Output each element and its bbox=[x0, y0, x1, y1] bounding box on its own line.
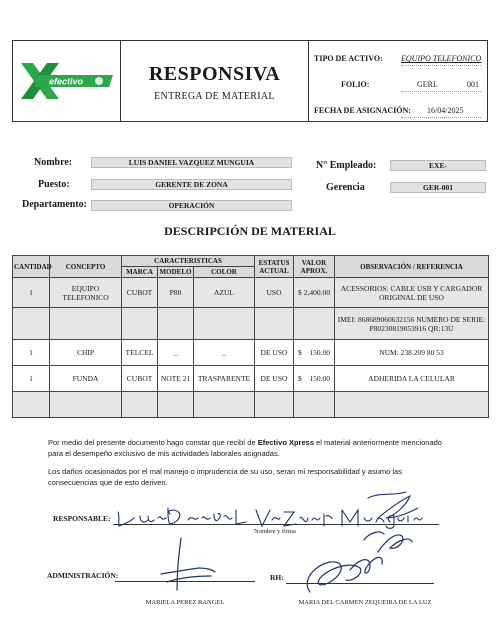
amount: 150.00 bbox=[309, 374, 330, 383]
header-observacion: OBSERVACIÓN / REFERENCIA bbox=[335, 256, 489, 278]
cell-marca: TELCEL bbox=[122, 340, 158, 366]
currency-symbol: $ bbox=[298, 374, 302, 383]
fecha-label: FECHA DE ASIGNACIÓN: bbox=[314, 106, 411, 115]
cell-marca bbox=[122, 392, 158, 418]
table-body bbox=[13, 278, 489, 418]
declaration-text-b: el material anteriormente mencionado para el desempeño exclusivo de mis actividades laborales asignadas. bbox=[48, 438, 442, 458]
num-empleado-field: EXE- bbox=[390, 160, 486, 171]
rh-signature bbox=[300, 522, 420, 602]
document-subtitle: ENTREGA DE MATERIAL bbox=[154, 91, 275, 102]
folio-row bbox=[309, 71, 489, 98]
efectivo-logo bbox=[13, 41, 121, 121]
cell-cantidad: 1 bbox=[13, 340, 50, 366]
header-caracteristicas: CARACTERISTICAS bbox=[122, 256, 255, 267]
fecha-value: 16/04/2025 bbox=[427, 106, 464, 115]
cell-estatus: DE USO bbox=[255, 366, 294, 392]
rh-name: MARIA DEL CARMEN ZEQUEIRA DE LA LUZ bbox=[298, 599, 432, 606]
cell-cantidad bbox=[13, 308, 50, 340]
cell-cantidad: 1 bbox=[13, 366, 50, 392]
cell-estatus bbox=[255, 308, 294, 340]
cell-observacion: ACESSORIOS: CABLE USB Y CARGADOR ORIGINAL DE USO bbox=[335, 278, 489, 308]
cell-modelo bbox=[158, 392, 194, 418]
cell-estatus bbox=[255, 392, 294, 418]
table-row bbox=[13, 308, 489, 340]
cell-color bbox=[194, 308, 255, 340]
cell-observacion: IMEI: 868689060632156 NUMERO DE SERIE: P80230819053916 QR:13U bbox=[335, 308, 489, 340]
num-empleado-label: N° Empleado: bbox=[316, 160, 377, 171]
cell-observacion: NUM: 238 209 80 53 bbox=[335, 340, 489, 366]
cell-color: AZUL bbox=[194, 278, 255, 308]
title-cell bbox=[121, 41, 309, 121]
cell-concepto bbox=[50, 392, 122, 418]
gerencia-field: GER-001 bbox=[390, 182, 486, 193]
administracion-name: MARIELA PEREZ RANGEL bbox=[145, 599, 225, 606]
header-cantidad: CANTIDAD bbox=[13, 256, 50, 278]
company-name: Efectivo Xpress bbox=[257, 438, 314, 447]
amount: 2,400.00 bbox=[303, 288, 330, 297]
cell-estatus: USO bbox=[255, 278, 294, 308]
liability-paragraph: Los daños ocasionados por el mal manejo o imprudencia de su uso, seran mi responsabilidad y asumo las consecuencias que de esto deriven. bbox=[48, 467, 402, 487]
nombre-field: LUIS DANIEL VAZQUEZ MUNGUIA bbox=[91, 157, 292, 168]
responsable-label: RESPONSABLE: bbox=[53, 514, 111, 523]
header-estatus: ESTATUS ACTUAL bbox=[255, 256, 294, 278]
table-row bbox=[13, 366, 489, 392]
table-row bbox=[13, 392, 489, 418]
header-box bbox=[12, 40, 488, 122]
cell-concepto bbox=[50, 308, 122, 340]
cell-valor bbox=[294, 392, 335, 418]
cell-modelo bbox=[158, 308, 194, 340]
header-color: COLOR bbox=[194, 267, 255, 278]
svg-text:efectivo: efectivo bbox=[49, 76, 84, 87]
cell-estatus: DE USO bbox=[255, 340, 294, 366]
depto-field: OPERACIÓN bbox=[91, 200, 292, 211]
cell-marca bbox=[122, 308, 158, 340]
table-row bbox=[13, 340, 489, 366]
header-marca: MARCA bbox=[122, 267, 158, 278]
folio-label: FOLIO: bbox=[341, 80, 370, 89]
cell-valor bbox=[294, 278, 335, 308]
cell-observacion: ADHERIDA LA CELULAR bbox=[335, 366, 489, 392]
material-table bbox=[12, 255, 489, 418]
declaration-paragraph bbox=[48, 437, 448, 459]
cell-cantidad: 1 bbox=[13, 278, 50, 308]
cell-marca: CUBOT bbox=[122, 366, 158, 392]
cell-cantidad bbox=[13, 392, 50, 418]
cell-marca: CUBOT bbox=[122, 278, 158, 308]
section-title: DESCRIPCIÓN DE MATERIAL bbox=[164, 224, 336, 238]
administracion-signature bbox=[155, 532, 235, 596]
gerencia-label: Gerencia bbox=[326, 182, 365, 193]
rh-label: RH: bbox=[270, 573, 284, 582]
depto-label: Departamento: bbox=[22, 199, 87, 210]
tipo-row bbox=[309, 45, 489, 72]
cell-concepto: EQUIPO TELEFONICO bbox=[50, 278, 122, 308]
responsable-caption: Nombre y firma bbox=[254, 528, 296, 535]
logo-cell bbox=[13, 41, 121, 121]
amount: 150.00 bbox=[309, 348, 330, 357]
fecha-row bbox=[309, 97, 489, 124]
table-row bbox=[13, 278, 489, 308]
cell-concepto: CHIP bbox=[50, 340, 122, 366]
header-concepto: CONCEPTO bbox=[50, 256, 122, 278]
cell-modelo: NOTE 21 bbox=[158, 366, 194, 392]
header-valor: VALOR APROX. bbox=[294, 256, 335, 278]
folio-code: GERL bbox=[417, 80, 438, 89]
puesto-field: GERENTE DE ZONA bbox=[91, 179, 292, 190]
document-title: RESPONSIVA bbox=[148, 63, 281, 85]
cell-valor bbox=[294, 366, 335, 392]
cell-modelo: P80 bbox=[158, 278, 194, 308]
administracion-label: ADMINISTRACIÓN: bbox=[47, 571, 119, 580]
cell-observacion bbox=[335, 392, 489, 418]
cell-color: TRASPARENTE bbox=[194, 366, 255, 392]
cell-valor bbox=[294, 340, 335, 366]
declaration-text-a: Por medio del presente documento hago constar que recibí de bbox=[48, 438, 258, 447]
folio-number: 001 bbox=[467, 80, 479, 89]
nombre-label: Nombre: bbox=[34, 157, 73, 168]
currency-symbol: $ bbox=[298, 288, 302, 297]
cell-valor bbox=[294, 308, 335, 340]
header-modelo: MODELO bbox=[158, 267, 194, 278]
cell-concepto: FUNDA bbox=[50, 366, 122, 392]
currency-symbol: $ bbox=[298, 348, 302, 357]
tipo-value: EQUIPO TELEFONICO bbox=[401, 54, 482, 63]
cell-modelo: _ bbox=[158, 340, 194, 366]
cell-color: _ bbox=[194, 340, 255, 366]
header-info bbox=[309, 41, 489, 121]
cell-color bbox=[194, 392, 255, 418]
tipo-label: TIPO DE ACTIVO: bbox=[314, 54, 383, 63]
puesto-label: Puesto: bbox=[38, 179, 70, 190]
